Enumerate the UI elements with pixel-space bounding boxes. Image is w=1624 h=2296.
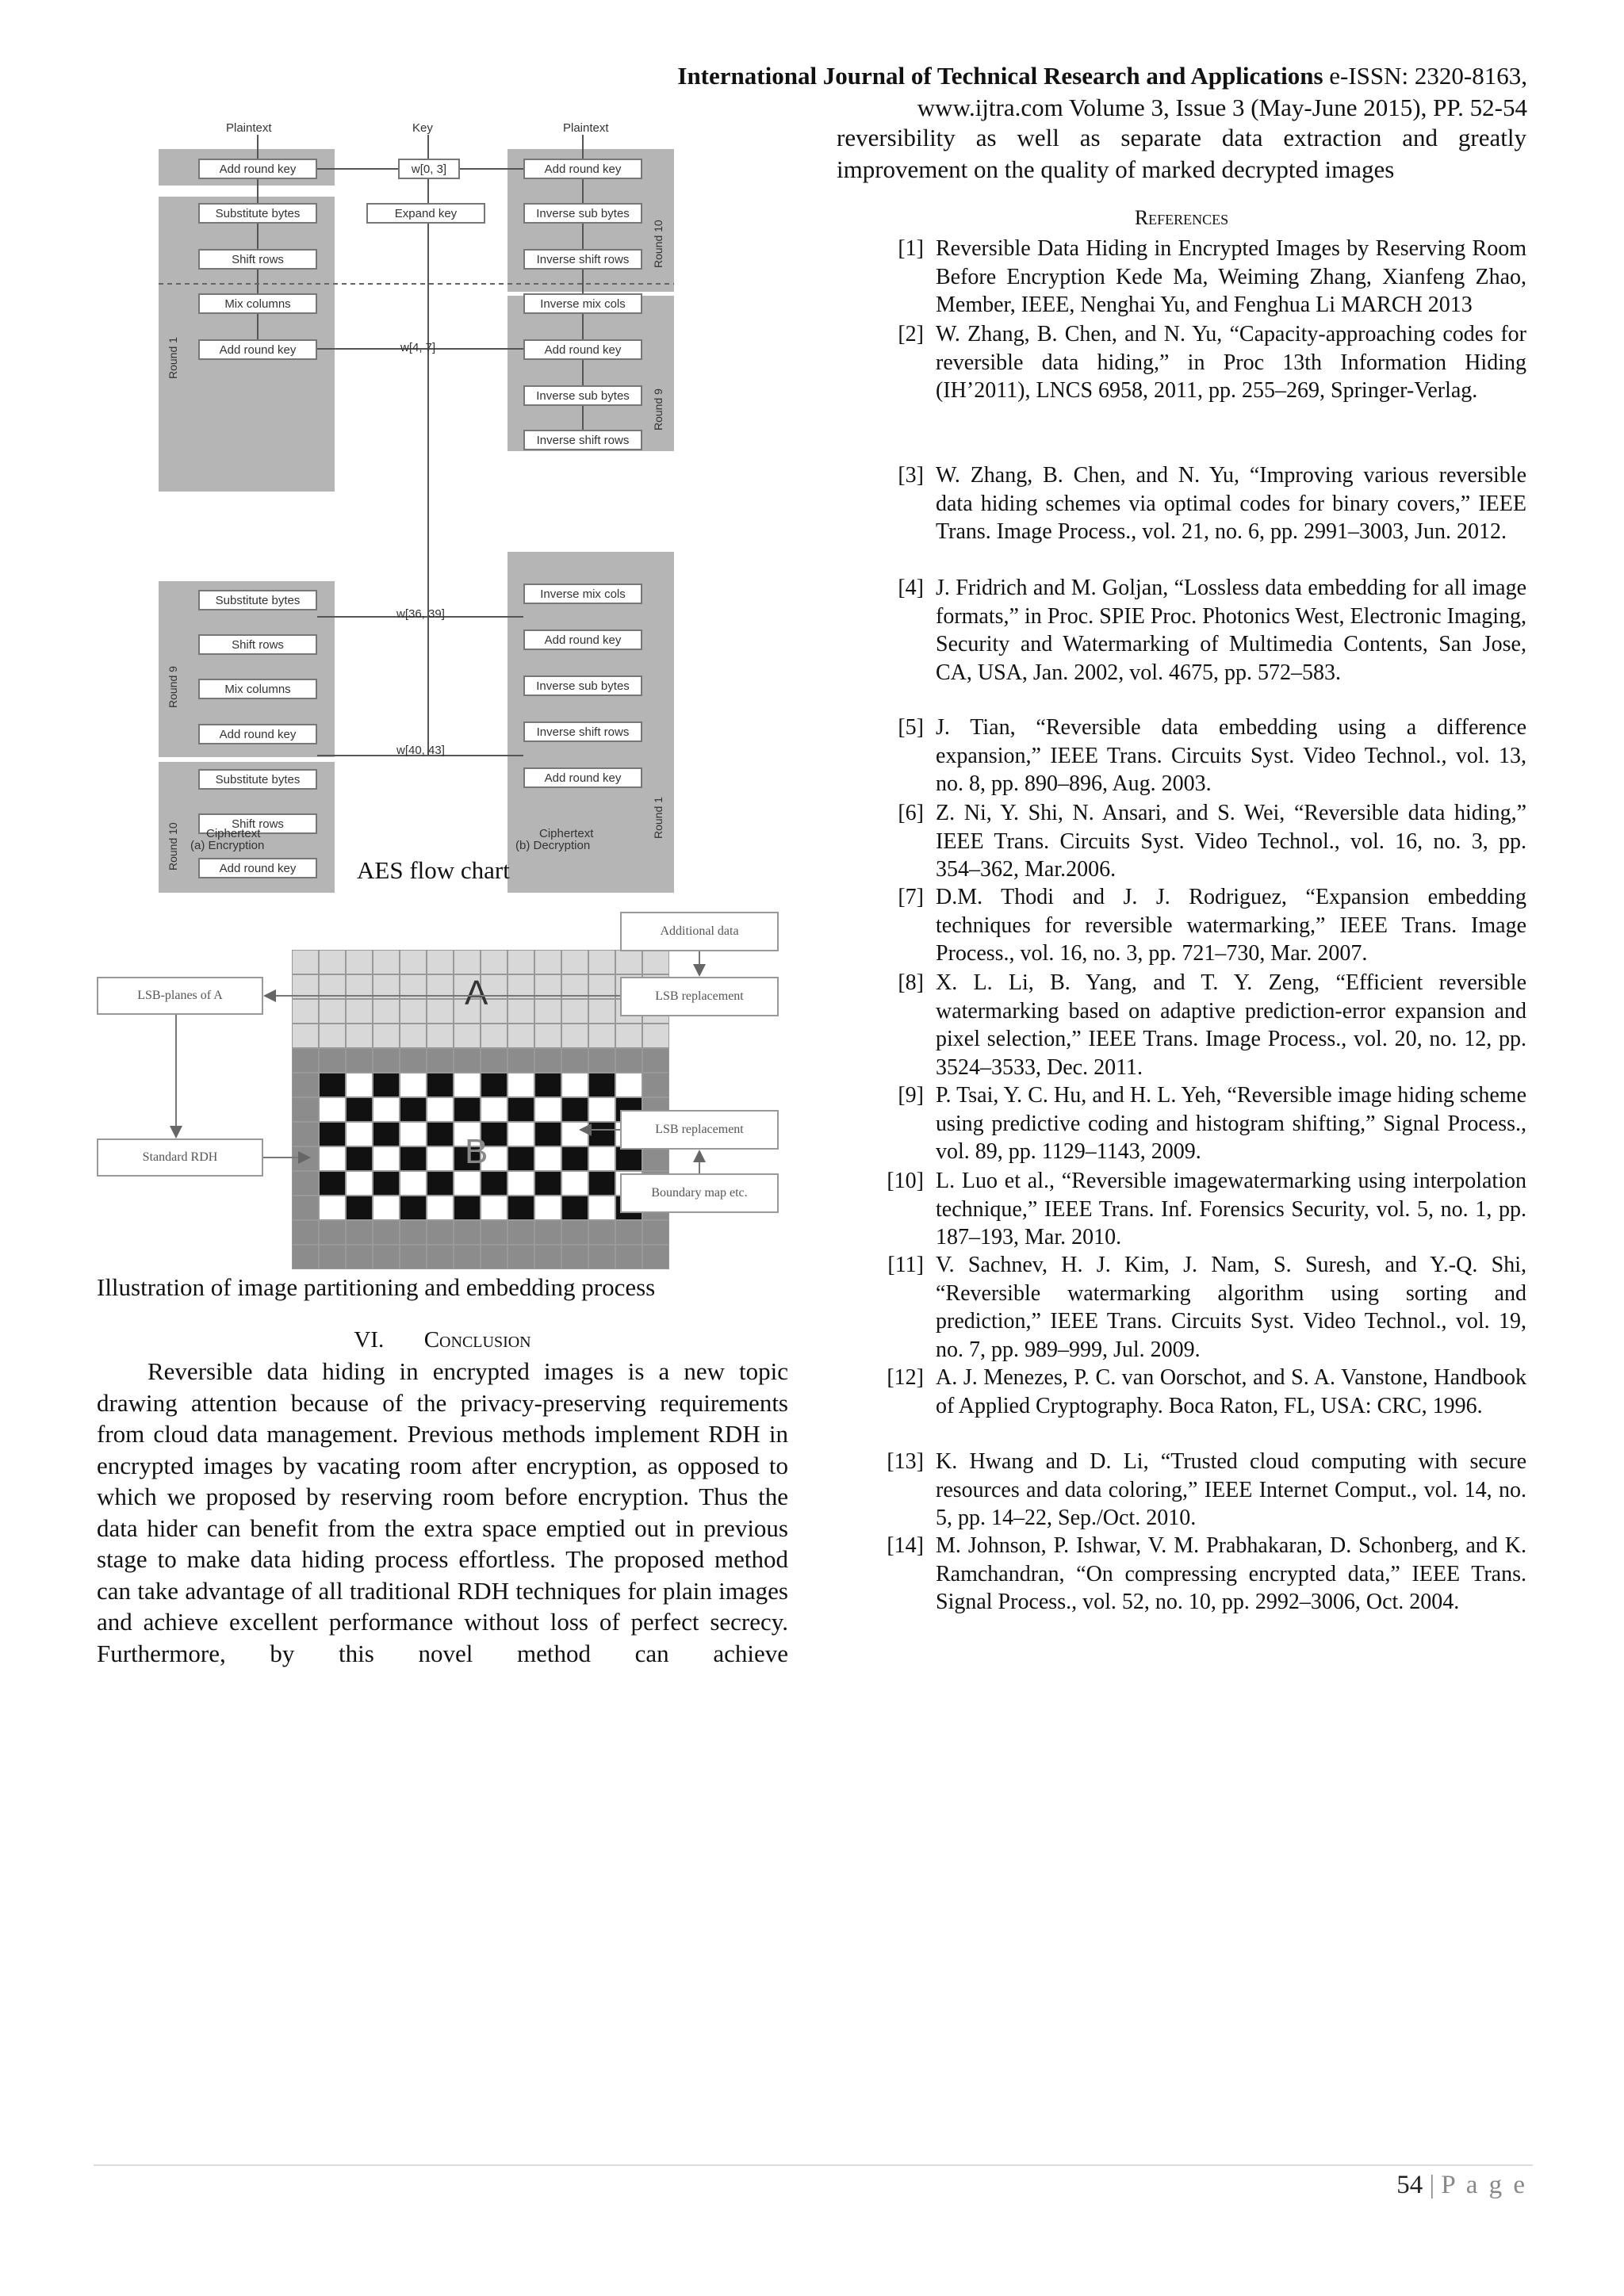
reference-item [837, 1448, 1526, 1533]
reference-number: [8] [898, 970, 924, 995]
grid-cell [373, 1097, 400, 1122]
dec-bottom-box: Inverse shift rows [523, 721, 642, 742]
page-footer [1396, 2171, 1527, 2200]
grid-cell [534, 999, 561, 1024]
enc-r9-box: Add round key [198, 724, 317, 744]
reference-number: [2] [898, 322, 924, 346]
reference-text: Reversible Data Hiding in Encrypted Images by Reserving Room Before Encryption Kede Ma, Weiming Zhang, Xianfeng Zhao, Member, IEEE, Nenghai Yu, and Fenghua Li MARCH 2013 [936, 236, 1526, 317]
grid-cell [427, 1245, 454, 1269]
grid-cell [427, 999, 454, 1024]
conclusion-number: VI. [354, 1327, 385, 1353]
grid-cell [400, 974, 427, 999]
conclusion-body: Reversible data hiding in encrypted images is a new topic drawing attention because of the privacy-preserving requirements from cloud data management. Previous methods implement RDH in encrypted images by vacating room after encryption, as opposed to which we proposed by reserving room before encryption. Thus the data hider can benefit from the extra space emptied out in previous stage to make data hiding process effortless. The proposed method can take advantage of all traditional RDH techniques for plain images and achieve excellent performance without loss of perfect secrecy. Furthermore, by this novel method can achieve [97, 1357, 788, 1667]
reference-item [837, 714, 1526, 798]
grid-cell [534, 1048, 561, 1073]
grid-cell [642, 1073, 669, 1097]
dec-top-box: Add round key [523, 159, 642, 179]
grid-cell [427, 974, 454, 999]
boundary-map-box: Boundary map etc. [620, 1173, 779, 1213]
grid-cell [319, 1122, 346, 1146]
grid-cell [346, 1097, 373, 1122]
grid-cell [427, 1196, 454, 1220]
grid-cell [373, 974, 400, 999]
reference-number: [7] [898, 885, 924, 909]
grid-cell [454, 950, 481, 974]
grid-cell [319, 1097, 346, 1122]
reference-item [837, 320, 1526, 405]
reference-number: [6] [898, 801, 924, 825]
reference-number: [9] [898, 1083, 924, 1108]
grid-cell [427, 1146, 454, 1171]
grid-cell [427, 1048, 454, 1073]
grid-cell [534, 1122, 561, 1146]
grid-cell [561, 974, 588, 999]
grid-cell [454, 1097, 481, 1122]
grid-cell [561, 1220, 588, 1245]
grid-cell [400, 1245, 427, 1269]
grid-cell [373, 1146, 400, 1171]
reference-number: [1] [898, 236, 924, 261]
grid-cell [292, 1196, 319, 1220]
grid-cell [400, 1122, 427, 1146]
grid-cell [534, 1024, 561, 1048]
grid-cell [561, 1024, 588, 1048]
aes-caption: AES flow chart [357, 856, 510, 884]
grid-cell [508, 999, 534, 1024]
grid-cell [400, 999, 427, 1024]
grid-cell [508, 1097, 534, 1122]
grid-cell [534, 1220, 561, 1245]
grid-cell [427, 1220, 454, 1245]
grid-cell [481, 1196, 508, 1220]
enc-r1-box: Mix columns [198, 293, 317, 314]
grid-cell [615, 1073, 642, 1097]
grid-cell [292, 1220, 319, 1245]
grid-cell [588, 1024, 615, 1048]
page-sep: | [1429, 2171, 1435, 2199]
enc-r9-box: Mix columns [198, 679, 317, 699]
grid-cell [588, 1048, 615, 1073]
grid-cell [319, 974, 346, 999]
grid-cell [319, 950, 346, 974]
grid-cell [346, 974, 373, 999]
grid-cell [454, 1171, 481, 1196]
grid-cell [588, 1220, 615, 1245]
grid-cell [319, 1024, 346, 1048]
grid-cell [400, 1097, 427, 1122]
grid-cell [400, 950, 427, 974]
grid-cell [481, 1024, 508, 1048]
dec-top-box: Inverse sub bytes [523, 385, 642, 406]
partition-caption: Illustration of image partitioning and embedding process [97, 1273, 656, 1301]
grid-cell [454, 1196, 481, 1220]
reference-text: J. Tian, “Reversible data embedding using a difference expansion,” IEEE Trans. Circuits Syst. Video Technol., vol. 13, no. 8, pp. 890–896, Aug. 2003. [936, 715, 1526, 796]
grid-cell [373, 1048, 400, 1073]
grid-cell [508, 1073, 534, 1097]
reference-item [837, 799, 1526, 884]
grid-cell [292, 1048, 319, 1073]
additional-data-box: Additional data [620, 912, 779, 951]
grid-cell [561, 950, 588, 974]
grid-cell [534, 1146, 561, 1171]
enc-r1-box: Shift rows [198, 249, 317, 270]
grid-cell [400, 1220, 427, 1245]
reference-item [837, 574, 1526, 687]
grid-cell [588, 1146, 615, 1171]
grid-cell [427, 1097, 454, 1122]
grid-cell [427, 950, 454, 974]
grid-cell [508, 1171, 534, 1196]
grid-cell [588, 999, 615, 1024]
grid-cell [319, 1196, 346, 1220]
grid-cell [508, 1048, 534, 1073]
dec-top-box: Inverse shift rows [523, 430, 642, 450]
reference-item [837, 969, 1526, 1081]
grid-cell [561, 1073, 588, 1097]
grid-cell [292, 1122, 319, 1146]
grid-cell [508, 1024, 534, 1048]
dec-bottom-box: Inverse mix cols [523, 584, 642, 604]
grid-cell [319, 1220, 346, 1245]
grid-cell [346, 950, 373, 974]
grid-cell [373, 999, 400, 1024]
standard-rdh-box: Standard RDH [97, 1138, 263, 1177]
enc-r1-box: Substitute bytes [198, 203, 317, 224]
grid-cell [400, 1171, 427, 1196]
grid-cell [615, 950, 642, 974]
grid-cell [292, 1245, 319, 1269]
dec-top-box: Add round key [523, 339, 642, 360]
enc-r10-box: Substitute bytes [198, 769, 317, 790]
dec-caption-label: (b) Decryption [515, 839, 591, 852]
enc-plaintext-label: Plaintext [226, 121, 272, 135]
grid-cell [292, 999, 319, 1024]
enc-r1-box: Add round key [198, 339, 317, 360]
grid-cell [346, 1220, 373, 1245]
grid-cell [561, 1122, 588, 1146]
references-heading [837, 206, 1526, 230]
grid-cell [373, 950, 400, 974]
footer-rule [94, 2164, 1533, 2166]
grid-cell [615, 1245, 642, 1269]
grid-cell [534, 1097, 561, 1122]
reference-text: P. Tsai, Y. C. Hu, and H. L. Yeh, “Reversible image hiding scheme using predictive coding and histogram shifting,” Signal Process., vol. 89, pp. 1129–1143, 2009. [936, 1083, 1526, 1164]
enc-round1-label: Round 1 [167, 337, 179, 379]
dec-bottom-box: Inverse sub bytes [523, 675, 642, 696]
grid-cell [508, 1220, 534, 1245]
grid-cell [373, 1122, 400, 1146]
grid-cell [534, 1245, 561, 1269]
grid-cell [481, 1171, 508, 1196]
grid-cell [508, 950, 534, 974]
enc-ciphertext-label: Ciphertext [206, 827, 261, 840]
right-intro-paragraph: reversibility as well as separate data extraction and greatly improvement on the quality of marked decrypted images [837, 124, 1526, 183]
grid-cell [454, 1024, 481, 1048]
grid-cell [561, 1245, 588, 1269]
reference-number: [3] [898, 463, 924, 488]
grid-cell [481, 950, 508, 974]
conclusion-title: Conclusion [423, 1327, 531, 1353]
grid-cell [373, 1073, 400, 1097]
grid-cell [292, 974, 319, 999]
grid-cell [400, 1073, 427, 1097]
grid-cell [534, 974, 561, 999]
key-w0: w[0, 3] [398, 159, 460, 179]
grid-cell [642, 1024, 669, 1048]
reference-item [837, 1167, 1526, 1252]
grid-cell [588, 1245, 615, 1269]
grid-cell [400, 1024, 427, 1048]
dec-bottom-box: Add round key [523, 767, 642, 788]
reference-text: J. Fridrich and M. Goljan, “Lossless data embedding for all image formats,” in Proc. SPIE Proc. Photonics West, Electronic Imaging, Security and Watermarking of Multimedia Contents, San Jose, CA, USA, Jan. 2002, vol. 4675, pp. 572–583. [936, 576, 1526, 685]
reference-text: K. Hwang and D. Li, “Trusted cloud computing with secure resources and data coloring,” IEEE Internet Comput., vol. 14, no. 5, pp. 14–22, Sep./Oct. 2010. [936, 1449, 1526, 1530]
key-w9: w[36, 39] [396, 607, 445, 621]
reference-number: [13] [887, 1449, 924, 1474]
grid-cell [508, 1122, 534, 1146]
grid-cell [561, 1171, 588, 1196]
references-heading-text: References [1134, 206, 1229, 229]
grid-cell [346, 1048, 373, 1073]
grid-cell [400, 1048, 427, 1073]
grid-cell [319, 1245, 346, 1269]
grid-cell [561, 1048, 588, 1073]
grid-cell [615, 1024, 642, 1048]
reference-item [837, 1532, 1526, 1617]
grid-cell [292, 1024, 319, 1048]
reference-item [837, 235, 1526, 320]
grid-cell [642, 1245, 669, 1269]
reference-item [837, 461, 1526, 546]
reference-text: X. L. Li, B. Yang, and T. Y. Zeng, “Efficient reversible watermarking based on adaptive prediction-error expansion and pixel selection,” IEEE Trans. Image Process., vol. 20, no. 12, pp. 3524–3533, Dec. 2011. [936, 970, 1526, 1080]
enc-r10-box: Add round key [198, 858, 317, 878]
label-a: A [465, 974, 488, 1012]
conclusion-heading [97, 1324, 788, 1356]
grid-cell [508, 1146, 534, 1171]
journal-issn: e-ISSN: 2320-8163, [1329, 62, 1527, 90]
grid-cell [319, 1048, 346, 1073]
enc-r9-box: Shift rows [198, 634, 317, 655]
reference-item [837, 1251, 1526, 1364]
grid-cell [346, 1171, 373, 1196]
lsb-replacement-top-box: LSB replacement [620, 977, 779, 1016]
grid-cell [588, 1196, 615, 1220]
enc-r10-box: Shift rows [198, 813, 317, 834]
reference-number: [14] [887, 1533, 924, 1558]
key-w10: w[40, 43] [396, 744, 445, 757]
lsb-planes-box: LSB-planes of A [97, 977, 263, 1015]
reference-text: M. Johnson, P. Ishwar, V. M. Prabhakaran, D. Schonberg, and K. Ramchandran, “On compressing encrypted data,” IEEE Trans. Signal Process., vol. 52, no. 10, pp. 2992–3006, Oct. 2004. [936, 1533, 1526, 1614]
reference-number: [4] [898, 576, 924, 600]
grid-cell [642, 1146, 669, 1171]
grid-cell [615, 1220, 642, 1245]
grid-cell [292, 950, 319, 974]
grid-cell [400, 1196, 427, 1220]
reference-text: D.M. Thodi and J. J. Rodriguez, “Expansion embedding techniques for reversible watermarking,” IEEE Trans. Image Process., vol. 16, no. 3, pp. 721–730, Mar. 2007. [936, 885, 1526, 966]
reference-item [837, 1364, 1526, 1420]
partition-figure [97, 912, 783, 1253]
grid-cell [319, 1146, 346, 1171]
grid-cell [346, 999, 373, 1024]
reference-number: [5] [898, 715, 924, 740]
reference-text: Z. Ni, Y. Shi, N. Ansari, and S. Wei, “Reversible data hiding,” IEEE Trans. Circuits Syst. Video Technol., vol. 16, no. 3, pp. 354–362, Mar.2006. [936, 801, 1526, 882]
enc-add-round-key-0: Add round key [198, 159, 317, 179]
grid-cell [481, 1097, 508, 1122]
dec-top-box: Inverse mix cols [523, 293, 642, 314]
grid-cell [346, 1122, 373, 1146]
grid-cell [588, 1073, 615, 1097]
grid-cell [346, 1245, 373, 1269]
grid-cell [642, 950, 669, 974]
dec-round1-label: Round 1 [652, 797, 665, 839]
grid-cell [346, 1146, 373, 1171]
grid-cell [588, 1171, 615, 1196]
grid-cell [346, 1073, 373, 1097]
grid-cell [454, 1073, 481, 1097]
dec-round9-label: Round 9 [652, 388, 665, 430]
grid-cell [373, 1245, 400, 1269]
grid-cell [508, 1245, 534, 1269]
dec-round10-label: Round 10 [652, 220, 665, 268]
grid-cell [561, 1146, 588, 1171]
grid-cell [534, 950, 561, 974]
grid-cell [588, 950, 615, 974]
reference-item [837, 1081, 1526, 1166]
dec-bottom-box: Add round key [523, 629, 642, 650]
grid-cell [561, 999, 588, 1024]
grid-cell [292, 1171, 319, 1196]
enc-r9-box: Substitute bytes [198, 590, 317, 610]
grid-cell [508, 974, 534, 999]
grid-cell [642, 1220, 669, 1245]
expand-key-box: Expand key [366, 203, 485, 224]
dec-plaintext-label: Plaintext [563, 121, 609, 135]
journal-header [677, 60, 1527, 92]
grid-cell [481, 1245, 508, 1269]
reference-number: [11] [887, 1253, 924, 1277]
grid-cell [534, 1073, 561, 1097]
grid-cell [346, 1024, 373, 1048]
grid-cell [427, 1171, 454, 1196]
enc-caption-label: (a) Encryption [190, 839, 265, 852]
grid-cell [615, 1146, 642, 1171]
grid-cell [508, 1196, 534, 1220]
dec-top-box: Inverse shift rows [523, 249, 642, 270]
grid-cell [319, 1073, 346, 1097]
dec-panel-round9 [508, 296, 674, 451]
grid-cell [481, 1073, 508, 1097]
reference-item [837, 883, 1526, 968]
key-w1: w[4, 7] [400, 341, 436, 354]
grid-cell [373, 1024, 400, 1048]
key-label: Key [412, 121, 433, 135]
grid-cell [561, 1097, 588, 1122]
grid-cell [292, 1146, 319, 1171]
grid-cell [588, 974, 615, 999]
grid-cell [292, 1073, 319, 1097]
reference-number: [12] [887, 1365, 924, 1390]
grid-cell [427, 1073, 454, 1097]
label-b: B [465, 1132, 488, 1171]
grid-cell [373, 1220, 400, 1245]
grid-cell [615, 1048, 642, 1073]
reference-number: [10] [887, 1169, 924, 1193]
grid-cell [588, 1097, 615, 1122]
grid-cell [642, 1048, 669, 1073]
reference-text: W. Zhang, B. Chen, and N. Yu, “Improving various reversible data hiding schemes via optimal codes for binary covers,” IEEE Trans. Image Process., vol. 21, no. 6, pp. 2991–3003, Jun. 2012. [936, 463, 1526, 544]
grid-cell [481, 1048, 508, 1073]
reference-text: A. J. Menezes, P. C. van Oorschot, and S. A. Vanstone, Handbook of Applied Cryptography. Boca Raton, FL, USA: CRC, 1996. [936, 1365, 1526, 1418]
grid-cell [454, 1245, 481, 1269]
grid-cell [319, 999, 346, 1024]
grid-cell [373, 1171, 400, 1196]
grid-cell [346, 1196, 373, 1220]
grid-cell [588, 1122, 615, 1146]
enc-round10-label: Round 10 [167, 822, 179, 871]
grid-cell [427, 1122, 454, 1146]
grid-cell [427, 1024, 454, 1048]
grid-cell [292, 1097, 319, 1122]
grid-cell [534, 1196, 561, 1220]
grid-cell [454, 1220, 481, 1245]
dec-top-box: Inverse sub bytes [523, 203, 642, 224]
grid-cell [373, 1196, 400, 1220]
grid-cell [400, 1146, 427, 1171]
enc-round9-label: Round 9 [167, 666, 179, 708]
grid-cell [481, 1220, 508, 1245]
grid-cell [319, 1171, 346, 1196]
reference-text: W. Zhang, B. Chen, and N. Yu, “Capacity-approaching codes for reversible data hiding,” in Proc 13th Information Hiding (IH’2011), LNCS 6958, 2011, pp. 255–269, Springer-Verlag. [936, 322, 1526, 403]
journal-title: International Journal of Technical Research and Applications [677, 62, 1323, 90]
page-word: P a g e [1441, 2171, 1527, 2199]
reference-text: V. Sachnev, H. J. Kim, J. Nam, S. Suresh, and Y.-Q. Shi, “Reversible watermarking algorithm using sorting and prediction,” IEEE Trans. Circuits Syst. Video Technol., vol. 19, no. 7, pp. 989–999, Jul. 2009. [936, 1253, 1526, 1362]
grid-cell [454, 1048, 481, 1073]
dec-ciphertext-label: Ciphertext [539, 827, 594, 840]
journal-volume: www.ijtra.com Volume 3, Issue 3 (May-June 2015), PP. 52-54 [917, 94, 1527, 121]
grid-cell [534, 1171, 561, 1196]
lsb-replacement-bottom-box: LSB replacement [620, 1110, 779, 1150]
page-number: 54 [1396, 2171, 1423, 2199]
reference-text: L. Luo et al., “Reversible imagewatermarking using interpolation technique,” IEEE Trans. Inf. Forensics Security, vol. 5, no. 1, pp. 187–193, Mar. 2010. [936, 1169, 1526, 1249]
grid-cell [561, 1196, 588, 1220]
